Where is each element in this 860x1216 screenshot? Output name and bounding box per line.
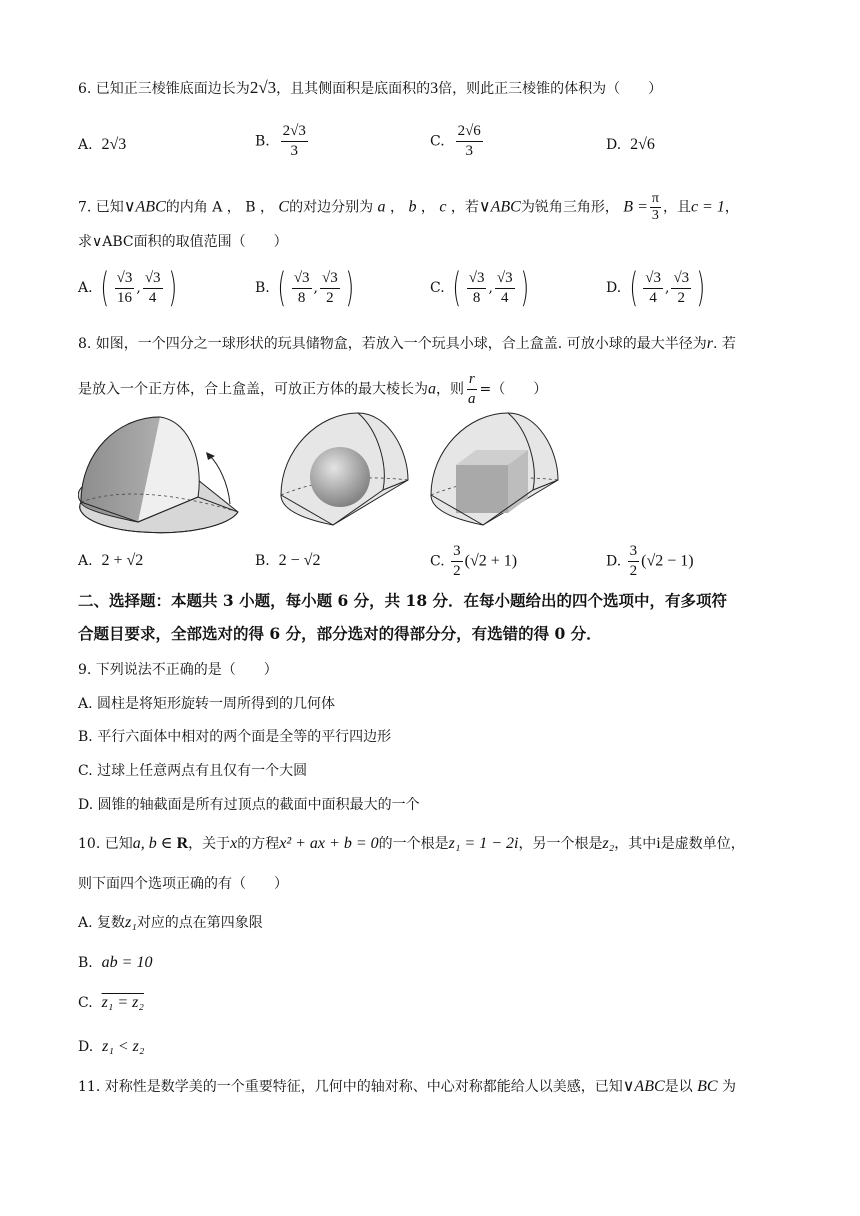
q7-option-b: B. ( $\frac{√3}{8}$ , $\frac{√3}{2}$ ) bbox=[255, 265, 354, 311]
q11-stem-line1: 11. 对称性是数学美的一个重要特征，几何中的轴对称、中心对称都能给人以美感，已知∨ABC是以 BC 为 bbox=[78, 1078, 737, 1095]
section2-heading-line1: 二、选择题：本题共 3 小题，每小题 6 分，共 18 分．在每小题给出的四个选项中，有多项符 bbox=[78, 591, 728, 610]
q6-edge: 2√3 bbox=[249, 78, 277, 97]
q8-option-a: A. 2 + √2 bbox=[78, 552, 144, 569]
quarter-sphere-cube-figure bbox=[428, 410, 563, 530]
q8-stem-line1: 8. 如图，一个四分之一球形状的玩具储物盒，若放入一个玩具小球，合上盒盖. 可放小球的最大半径为r. 若 bbox=[78, 335, 736, 352]
q7-option-c: C. ( $\frac{√3}{8}$ , $\frac{√3}{4}$ ) bbox=[430, 265, 529, 311]
q9-option-d: D. 圆锥的轴截面是所有过顶点的截面中面积最大的一个 bbox=[78, 797, 420, 813]
q9-option-a: A. 圆柱是将矩形旋转一周所得到的几何体 bbox=[78, 696, 336, 712]
q6-option-a: A. 2√3 bbox=[78, 136, 127, 153]
quarter-sphere-ball-figure bbox=[278, 410, 413, 530]
q8-option-d: D. $\frac{3}{2}$ (√2 − 1) bbox=[606, 543, 694, 579]
q6-stem: 6. 已知正三棱锥底面边长为2√3，且其侧面积是底面积的3倍，则此正三棱锥的体积为（ ） bbox=[78, 78, 663, 97]
q8-stem-line2: 是放入一个正方体，合上盒盖，可放正方体的最大棱长为a，则 $\frac{r}{a}$ =（ ） bbox=[78, 371, 548, 407]
q6-option-c: C. $\frac{2√6}{3}$ bbox=[430, 123, 481, 159]
q10-option-b: B. ab = 10 bbox=[78, 954, 153, 971]
quarter-sphere-open-figure bbox=[78, 412, 278, 537]
q9-option-c: C. 过球上任意两点有且仅有一个大圆 bbox=[78, 763, 308, 779]
q7-option-d: D. ( $\frac{√3}{4}$ , $\frac{√3}{2}$ ) bbox=[606, 265, 706, 311]
q7-option-a: A. ( $\frac{√3}{16}$ , $\frac{√3}{4}$ ) bbox=[78, 265, 177, 311]
q10-option-c: C. z₁ = z₂ bbox=[78, 994, 144, 1011]
q6-option-d: D. 2√6 bbox=[606, 136, 655, 153]
q10-stem-line1: 10. 已知a, b ∈ R，关于x的方程x² + ax + b = 0的一个根是z₁ = 1 − 2i，另一个根是z₂，其中i是虚数单位， bbox=[78, 835, 745, 852]
q10-option-a: A. 复数z₁对应的点在第四象限 bbox=[78, 914, 263, 931]
q10-stem-line2: 则下面四个选项正确的有（ ） bbox=[78, 876, 288, 892]
q8-option-c: C. $\frac{3}{2}$ (√2 + 1) bbox=[430, 543, 518, 579]
q7-stem-line1: 7. 已知∨ABC的内角 A ， B ， C的对边分别为 a ， b ， c ，若∨ABC为锐角三角形， B = $\frac{\pi}{3}$ ，且c = 1， bbox=[78, 191, 739, 223]
q7-stem-line2: 求∨ABC面积的取值范围（ ） bbox=[78, 234, 288, 250]
q9-option-b: B. 平行六面体中相对的两个面是全等的平行四边形 bbox=[78, 729, 392, 745]
q6-option-b: B. $\frac{2√3}{3}$ bbox=[255, 123, 306, 159]
section2-heading-line2: 合题目要求，全部选对的得 6 分，部分选对的得部分分，有选错的得 0 分． bbox=[78, 624, 602, 643]
q9-stem: 9. 下列说法不正确的是（ ） bbox=[78, 662, 278, 678]
q10-option-d: D. z₁ < z₂ bbox=[78, 1038, 145, 1055]
q8-option-b: B. 2 − √2 bbox=[255, 552, 321, 569]
